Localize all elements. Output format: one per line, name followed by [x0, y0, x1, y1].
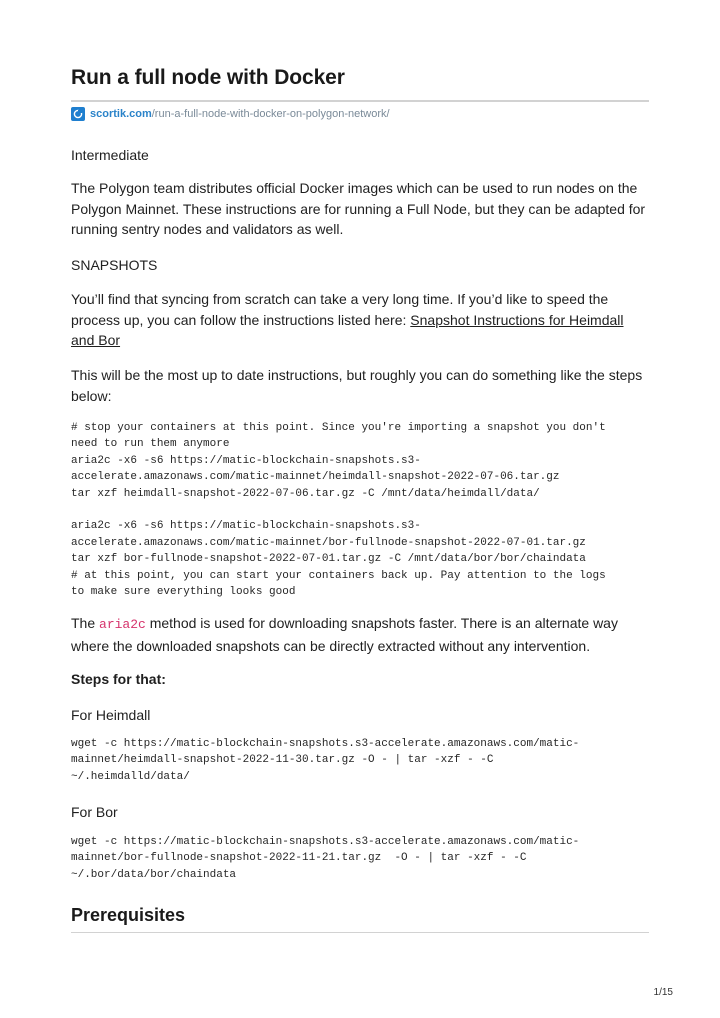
- uptodate-paragraph: This will be the most up to date instructions, but roughly you can do something like the steps below:: [71, 367, 643, 404]
- source-domain[interactable]: scortik.com: [90, 108, 152, 120]
- aria-post-text: method is used for downloading snapshots faster. There is an alternate way where the downloaded snapshots can be directly extracted without any intervention.: [71, 615, 618, 654]
- snapshot-code-block[interactable]: # stop your containers at this point. Since you're importing a snapshot you don't need to run them anymore aria2c -x6 -s6 https://matic-blockchain-snapshots.s3- accelerate.amazonaws.com/matic-mainnet/heimdall-snapshot-2022-07-06.tar.gz tar xzf heimdall-snapshot-2022-07-06.tar.gz -C /mnt/data/heimdall/data/ aria2c -x6 -s6 https://matic-blockchain-snapshots.s3- accelerate.amazonaws.com/matic-mainnet/bor-fullnode-snapshot-2022-07-01.tar.gz tar xzf bor-fullnode-snapshot-2022-07-01.tar.gz -C /mnt/data/bor/bor/chaindata # at this point, you can start your containers back up. Pay attention to the logs to make sure everything looks good: [71, 422, 606, 599]
- source-path[interactable]: /run-a-full-node-with-docker-on-polygon-network/: [151, 108, 390, 120]
- prerequisites-heading: Prerequisites: [71, 905, 186, 925]
- steps-heading: Steps for that:: [71, 671, 166, 687]
- for-bor-label: For Bor: [71, 804, 118, 820]
- heimdall-code-block[interactable]: wget -c https://matic-blockchain-snapshots.s3-accelerate.amazonaws.com/matic- mainnet/heimdall-snapshot-2022-11-30.tar.gz -O - | tar -xzf - -C ~/.heimdalld/data/: [71, 738, 580, 783]
- snapshots-paragraph: [71, 289, 649, 351]
- scortik-logo-icon: [71, 107, 85, 121]
- snapshot-instructions-link[interactable]: Snapshot Instructions for Heimdall and Bor: [71, 311, 624, 348]
- aria-pre-text: The: [71, 615, 100, 631]
- page-title: Run a full node with Docker: [71, 66, 345, 89]
- title-divider: [71, 100, 649, 102]
- intro-paragraph: The Polygon team distributes official Docker images which can be used to run nodes on the Polygon Mainnet. These instructions are for running a Full Node, but they can be adapted for running sentry nodes and validators as well.: [71, 180, 646, 237]
- aria2c-inline-code: aria2c: [99, 617, 146, 632]
- snapshots-heading: SNAPSHOTS: [71, 257, 158, 273]
- for-heimdall-label: For Heimdall: [71, 707, 151, 723]
- page-number: 1/15: [653, 987, 673, 998]
- bor-code-block[interactable]: wget -c https://matic-blockchain-snapshots.s3-accelerate.amazonaws.com/matic- mainnet/bor-fullnode-snapshot-2022-11-21.tar.gz -O - | tar -xzf - -C ~/.bor/data/bor/chaindata: [71, 836, 580, 881]
- prerequisites-divider: [71, 932, 649, 933]
- snapshots-text: You’ll find that syncing from scratch can take a very long time. If you’d like to speed the process up, you can follow the instructions listed here:: [71, 291, 609, 328]
- level-label: Intermediate: [71, 147, 149, 163]
- source-line[interactable]: [71, 107, 390, 121]
- aria-paragraph: [71, 613, 649, 656]
